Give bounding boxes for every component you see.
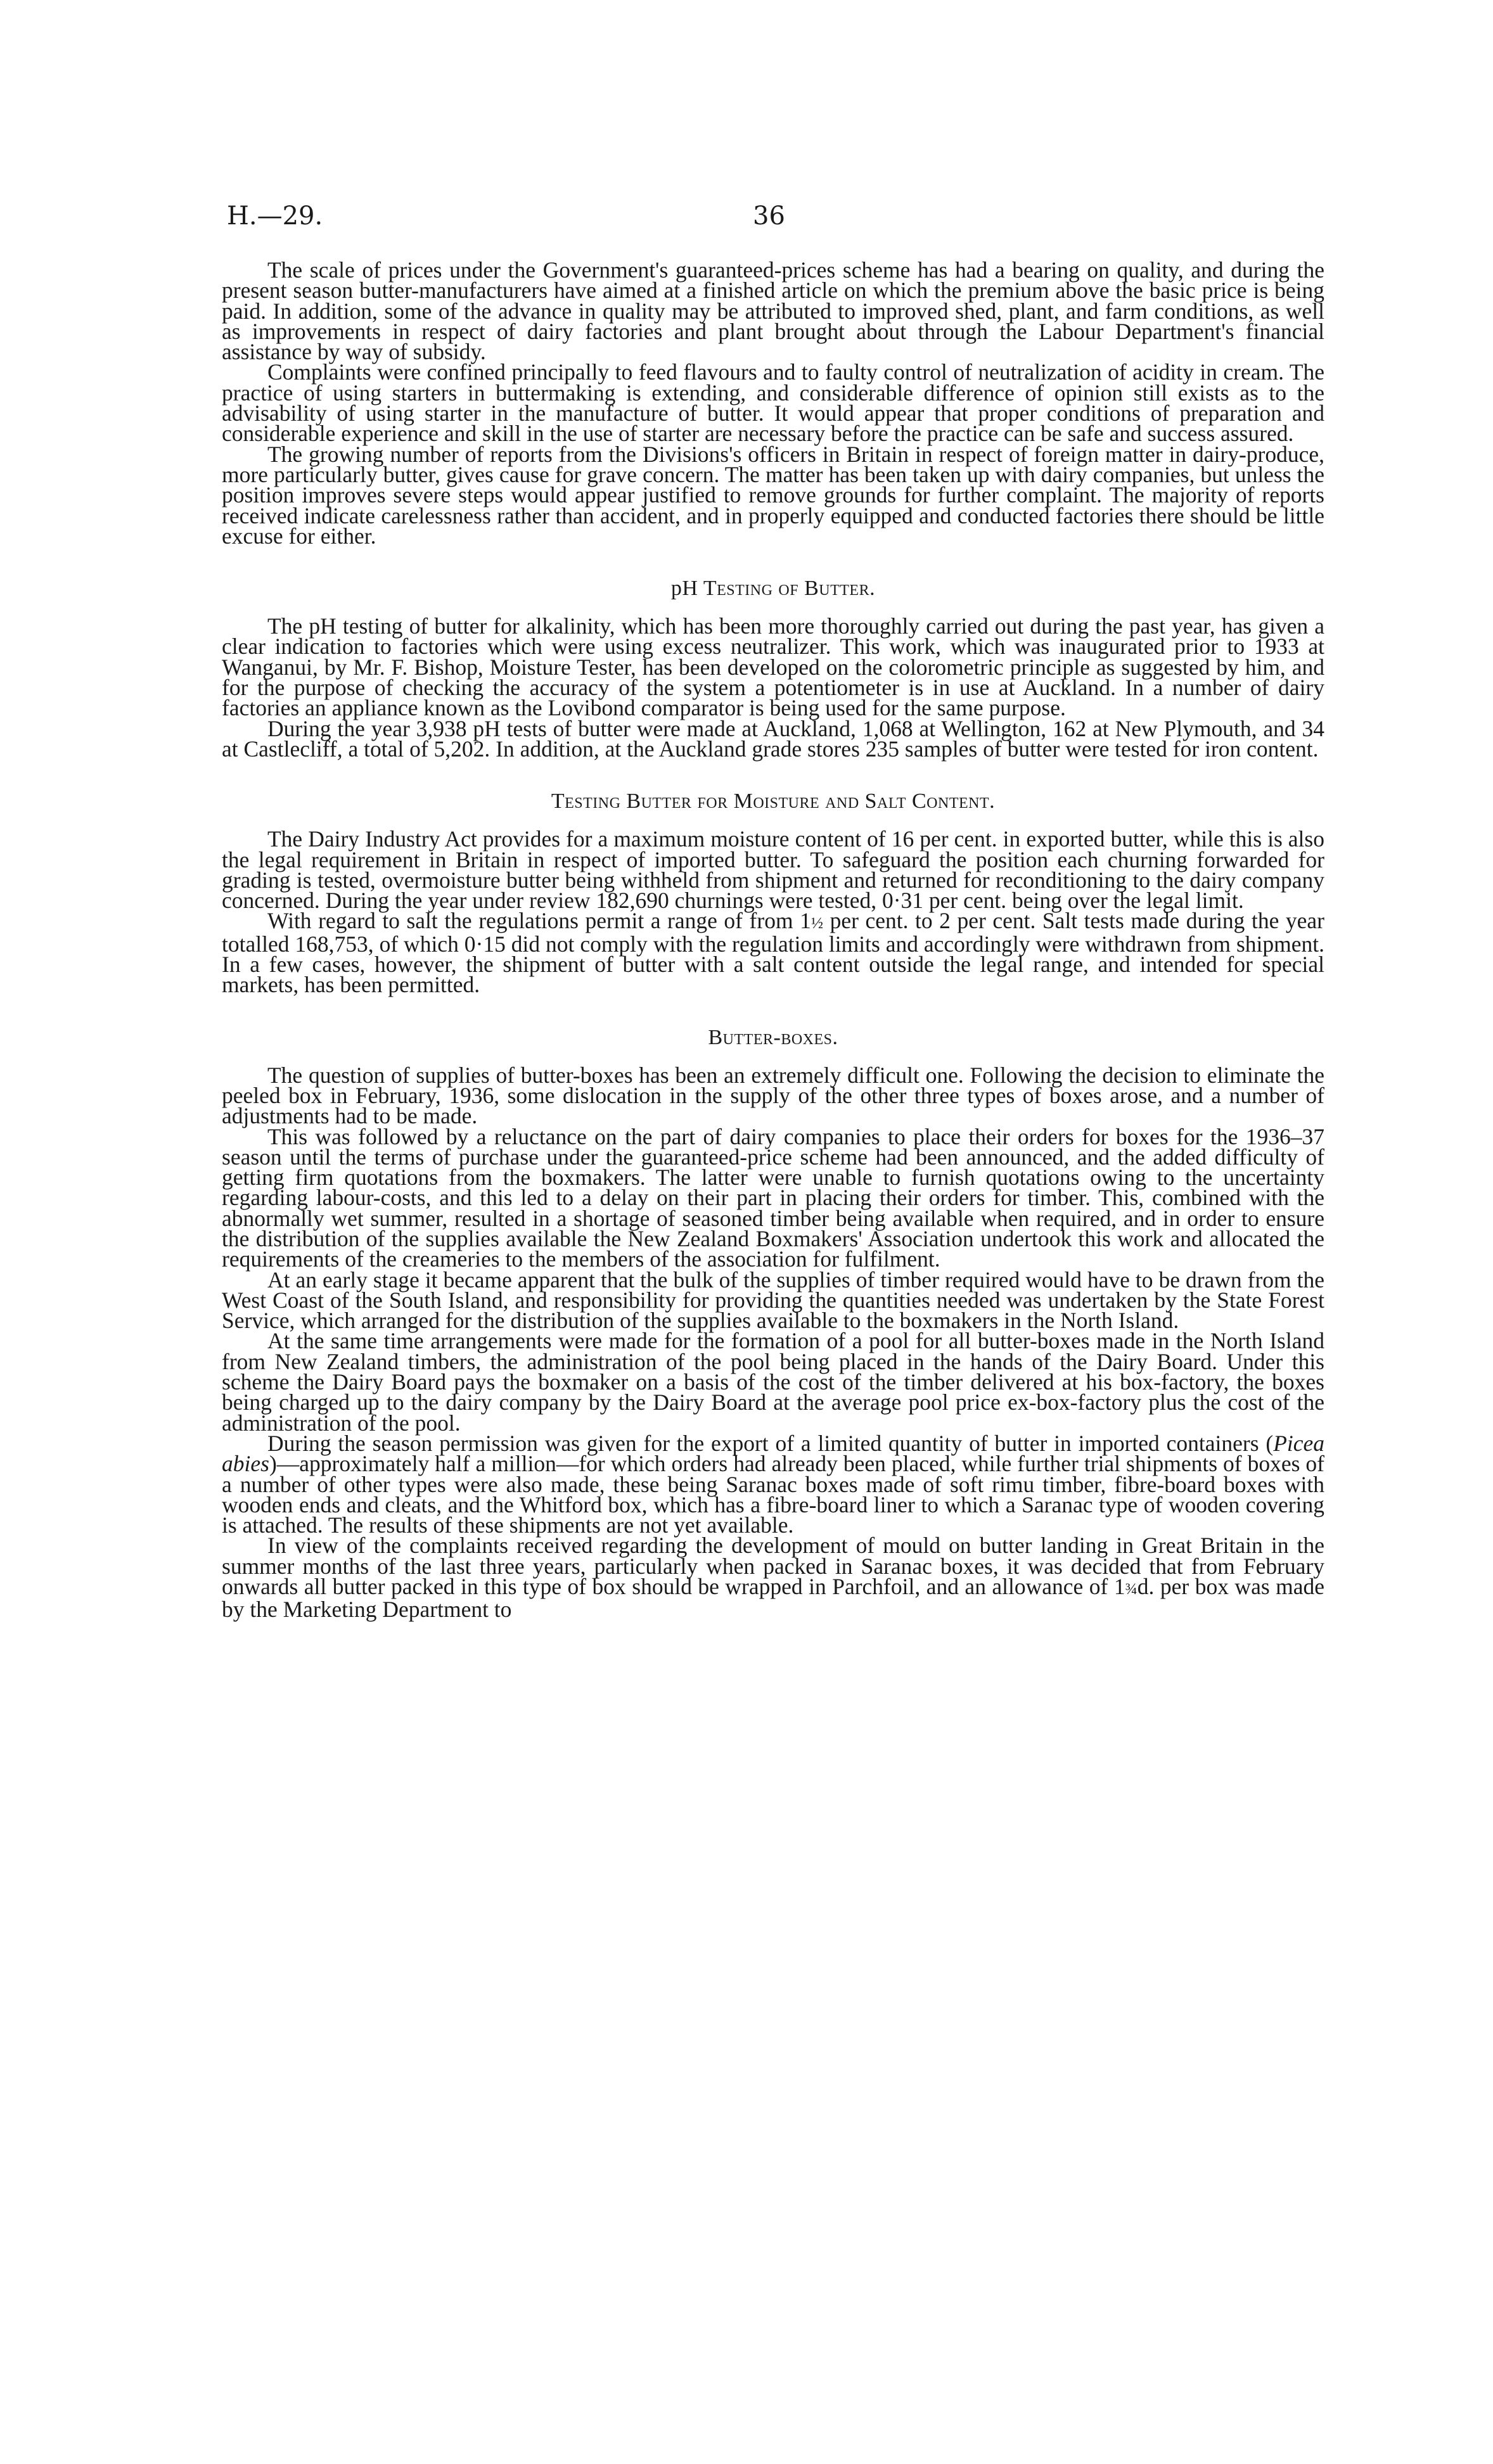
paragraph: At an early stage it became apparent that the bulk of the supplies of timber required would have to be drawn from the West Coast of the South Island, and responsibility for providing the quantities needed was undertaken by the State Forest Service, which arranged for the distribution of the supplies available to the boxmakers in the North Island. bbox=[222, 1267, 1324, 1334]
heading-text: Testing of Butter. bbox=[703, 577, 876, 601]
text-run: In view of the complaints received regarding the development of mould on butter landing in Great Britain in the summer months of the last three years, particularly when packed in Saranac boxes, it was decided that from February onwards all butter packed in this type of box should be wrapped in Parchfoil, and an allowance of 1 bbox=[222, 1533, 1324, 1600]
paragraph: The scale of prices under the Government's guaranteed-prices scheme has had a bearing on quality, and during the present season butter-manufacturers have aimed at a finished article on which the premium above the basic price is being paid. In addition, some of the advance in quality may be attributed to improved shed, plant, and farm conditions, as well as improvements in respect of dairy factories and plant brought about through the Labour Department's financial assistance by way of subsidy. bbox=[222, 257, 1324, 365]
species-name: Picea abies bbox=[222, 1430, 1324, 1477]
text-run: With regard to salt the regulations permit a range of from 1 bbox=[267, 908, 811, 934]
document-reference: H.—29. bbox=[227, 201, 323, 231]
paragraph: At the same time arrangements were made for the formation of a pool for all butter-boxes made in the North Island from New Zealand timbers, the administration of the pool being placed in the hands of the Dairy Board. Under this scheme the Dairy Board pays the boxmaker on a basis of the cost of the timber delivered at his box-factory, the boxes being charged up to the dairy company by the Dairy Board at the average pool price ex-box-factory plus the cost of the administration of the pool. bbox=[222, 1328, 1324, 1436]
paragraph: The question of supplies of butter-boxes has been an extremely difficult one. Following the decision to eliminate the peeled box in February, 1936, some dislocation in the supply of the other three types of boxes arose, and a number of adjustments had to be made. bbox=[222, 1062, 1324, 1129]
section-heading-ph-testing bbox=[222, 578, 1324, 599]
paragraph: The pH testing of butter for alkalinity, which has been more thoroughly carried out during the past year, has given a clear indication to factories which were using excess neutralizer. This work, which was inaugurated prior to 1933 at Wanganui, by Mr. F. Bishop, Moisture Tester, has been developed on the colorometric principle as suggested by him, and for the purpose of checking the accuracy of the system a potentiometer is in use at Auckland. In a number of dairy factories an appliance known as the Lovibond comparator is being used for the same purpose. bbox=[222, 613, 1324, 721]
text-run: )—approximately half a million—for which orders had already been placed, while further trial shipments of boxes of a number of other types were also made, these being Saranac boxes made of soft rimu timber, fibre-board boxes with wooden ends and cleats, and the Whitford box, which has a fibre-board liner to which a Saranac type of wooden covering is attached. The results of these shipments are not yet available. bbox=[222, 1451, 1324, 1538]
page-number: 36 bbox=[753, 201, 785, 231]
paragraph bbox=[222, 1430, 1324, 1538]
paragraph bbox=[222, 1533, 1324, 1623]
fraction: ¾ bbox=[1125, 1580, 1137, 1599]
paragraph: During the year 3,938 pH tests of butter were made at Auckland, 1,068 at Wellington, 162 at New Plymouth, and 34 at Castlecliff, a total of 5,202. In addition, at the Auckland grade stores 235 samples of butter were tested for iron content. bbox=[222, 715, 1324, 762]
section-intro bbox=[222, 257, 1324, 549]
paragraph bbox=[222, 908, 1324, 998]
text-run: d. per box was made by the Marketing Department to bbox=[222, 1574, 1324, 1623]
heading-prefix: pH bbox=[670, 577, 698, 601]
paragraph: Complaints were confined principally to feed flavours and to faulty control of neutralization of acidity in cream. The practice of using starters in buttermaking is extending, and considerable difference of opinion still exists as to the advisability of using starter in the manufacture of butter. It would appear that proper conditions of preparation and considerable experience and skill in the use of starter are necessary before the practice can be safe and success assured. bbox=[222, 359, 1324, 447]
fraction: ½ bbox=[811, 914, 824, 933]
section-heading-butter-boxes: Butter-boxes. bbox=[708, 1025, 838, 1049]
page-header bbox=[227, 201, 1323, 233]
paragraph: This was followed by a reluctance on the part of dairy companies to place their orders for boxes for the 1936–37 season until the terms of purchase under the guaranteed-price scheme had been announced, and the added difficulty of getting firm quotations from the boxmakers. The latter were unable to furnish quotations owing to the uncertainty regarding labour-costs, and this led to a delay on their part in placing their orders for timber. This, combined with the abnormally wet summer, resulted in a shortage of seasoned timber being available when required, and in order to ensure the distribution of the supplies available the New Zealand Boxmakers' Association undertook this work and allocated the requirements of the creameries to the members of the association for fulfilment. bbox=[222, 1123, 1324, 1272]
paragraph: The growing number of reports from the Divisions's officers in Britain in respect of foreign matter in dairy-produce, more particularly butter, gives cause for grave concern. The matter has been taken up with dairy companies, but unless the position improves severe steps would appear justified to remove grounds for further complaint. The majority of reports received indicate carelessness rather than accident, and in properly equipped and conducted factories there should be little excuse for either. bbox=[222, 441, 1324, 549]
text-run: per cent. to 2 per cent. Salt tests made during the year totalled 168,753, of which 0·15 did not comply with the regulation limits and accordingly were withdrawn from shipment. In a few cases, however, the shipment of butter with a salt content outside the legal range, and intended for special markets, has been permitted. bbox=[222, 908, 1324, 998]
text-run: During the season permission was given for the export of a limited quantity of butter in imported containers ( bbox=[267, 1430, 1274, 1456]
section-ph-testing bbox=[222, 577, 1324, 762]
paragraph: The Dairy Industry Act provides for a maximum moisture content of 16 per cent. in exported butter, while this is also the legal requirement in Britain in respect of imported butter. To safeguard the position each churning forwarded for grading is tested, overmoisture butter being withheld from shipment and returned for reconditioning to the dairy company concerned. During the year under review 182,690 churnings were tested, 0·31 per cent. being over the legal limit. bbox=[222, 826, 1324, 914]
section-heading-moisture-salt: Testing Butter for Moisture and Salt Content. bbox=[551, 789, 996, 814]
section-moisture-salt bbox=[222, 789, 1324, 998]
page-body bbox=[222, 257, 1324, 1623]
section-butter-boxes bbox=[222, 1025, 1324, 1623]
